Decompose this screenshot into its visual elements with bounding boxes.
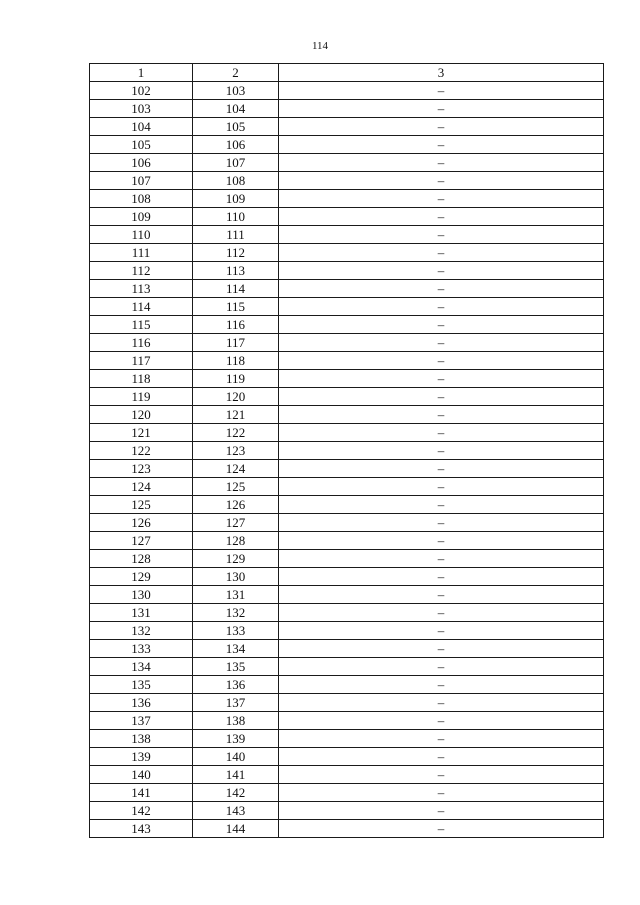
table-cell-col3: – — [279, 640, 604, 658]
table-cell-col3: – — [279, 712, 604, 730]
table-header — [90, 64, 604, 82]
column-header-2: 2 — [193, 64, 279, 82]
table-cell-col2: 103 — [193, 82, 279, 100]
table-row — [90, 676, 604, 694]
table-cell-col1: 111 — [90, 244, 193, 262]
table-cell-col3: – — [279, 586, 604, 604]
table-cell-col2: 114 — [193, 280, 279, 298]
table-cell-col2: 134 — [193, 640, 279, 658]
table-cell-col3: – — [279, 820, 604, 838]
table-cell-col1: 112 — [90, 262, 193, 280]
table-row — [90, 226, 604, 244]
table-cell-col1: 116 — [90, 334, 193, 352]
table-cell-col2: 127 — [193, 514, 279, 532]
table-cell-col1: 105 — [90, 136, 193, 154]
table-cell-col3: – — [279, 82, 604, 100]
table-cell-col1: 106 — [90, 154, 193, 172]
table-row — [90, 100, 604, 118]
page-number: 114 — [311, 40, 329, 52]
table-cell-col3: – — [279, 298, 604, 316]
table-row — [90, 136, 604, 154]
table-cell-col1: 124 — [90, 478, 193, 496]
table-row — [90, 442, 604, 460]
table-cell-col3: – — [279, 478, 604, 496]
table-cell-col3: – — [279, 100, 604, 118]
table-row — [90, 640, 604, 658]
table-cell-col2: 140 — [193, 748, 279, 766]
table-row — [90, 334, 604, 352]
table-cell-col3: – — [279, 172, 604, 190]
table-cell-col2: 115 — [193, 298, 279, 316]
table-cell-col1: 128 — [90, 550, 193, 568]
table-cell-col2: 139 — [193, 730, 279, 748]
table-row — [90, 244, 604, 262]
table-cell-col3: – — [279, 748, 604, 766]
table-row — [90, 604, 604, 622]
table-cell-col3: – — [279, 118, 604, 136]
table-row — [90, 784, 604, 802]
table-cell-col3: – — [279, 532, 604, 550]
table-cell-col2: 111 — [193, 226, 279, 244]
table-row — [90, 478, 604, 496]
table-cell-col3: – — [279, 280, 604, 298]
table-cell-col3: – — [279, 244, 604, 262]
table-cell-col1: 127 — [90, 532, 193, 550]
table-cell-col1: 114 — [90, 298, 193, 316]
table-cell-col3: – — [279, 802, 604, 820]
table-cell-col2: 143 — [193, 802, 279, 820]
table-cell-col1: 113 — [90, 280, 193, 298]
table-cell-col3: – — [279, 784, 604, 802]
table-cell-col1: 133 — [90, 640, 193, 658]
table-cell-col1: 125 — [90, 496, 193, 514]
table-cell-col2: 118 — [193, 352, 279, 370]
table-row — [90, 568, 604, 586]
table-cell-col1: 109 — [90, 208, 193, 226]
table-cell-col1: 139 — [90, 748, 193, 766]
table-cell-col1: 140 — [90, 766, 193, 784]
table-cell-col3: – — [279, 334, 604, 352]
table-cell-col1: 131 — [90, 604, 193, 622]
table-cell-col1: 102 — [90, 82, 193, 100]
table-cell-col1: 134 — [90, 658, 193, 676]
table-row — [90, 730, 604, 748]
table-cell-col3: – — [279, 442, 604, 460]
table-cell-col2: 129 — [193, 550, 279, 568]
table-cell-col3: – — [279, 604, 604, 622]
table-cell-col3: – — [279, 568, 604, 586]
table-cell-col2: 126 — [193, 496, 279, 514]
table-cell-col2: 128 — [193, 532, 279, 550]
table-cell-col3: – — [279, 622, 604, 640]
table-cell-col1: 103 — [90, 100, 193, 118]
table-cell-col3: – — [279, 154, 604, 172]
table-cell-col2: 135 — [193, 658, 279, 676]
table-cell-col2: 142 — [193, 784, 279, 802]
table-cell-col3: – — [279, 316, 604, 334]
table-cell-col1: 117 — [90, 352, 193, 370]
table-row — [90, 694, 604, 712]
table-cell-col3: – — [279, 730, 604, 748]
table-cell-col3: – — [279, 136, 604, 154]
table-cell-col1: 119 — [90, 388, 193, 406]
table-cell-col3: – — [279, 658, 604, 676]
column-header-3: 3 — [279, 64, 604, 82]
table-cell-col3: – — [279, 352, 604, 370]
table-cell-col2: 113 — [193, 262, 279, 280]
table-row — [90, 424, 604, 442]
table-cell-col3: – — [279, 676, 604, 694]
table-cell-col3: – — [279, 208, 604, 226]
table-row — [90, 532, 604, 550]
table-cell-col2: 109 — [193, 190, 279, 208]
table-row — [90, 154, 604, 172]
table-row — [90, 82, 604, 100]
table-cell-col1: 108 — [90, 190, 193, 208]
table-row — [90, 316, 604, 334]
table-body — [90, 82, 604, 838]
table-cell-col2: 121 — [193, 406, 279, 424]
table-cell-col1: 129 — [90, 568, 193, 586]
table-cell-col1: 115 — [90, 316, 193, 334]
header-row — [90, 64, 604, 82]
table-cell-col3: – — [279, 406, 604, 424]
table-cell-col2: 108 — [193, 172, 279, 190]
table-cell-col2: 133 — [193, 622, 279, 640]
table-cell-col1: 120 — [90, 406, 193, 424]
table-cell-col2: 120 — [193, 388, 279, 406]
table-cell-col3: – — [279, 424, 604, 442]
table-row — [90, 172, 604, 190]
table-row — [90, 208, 604, 226]
table-cell-col1: 143 — [90, 820, 193, 838]
table-cell-col3: – — [279, 460, 604, 478]
table-row — [90, 460, 604, 478]
table-cell-col1: 141 — [90, 784, 193, 802]
table-cell-col2: 105 — [193, 118, 279, 136]
table-cell-col1: 121 — [90, 424, 193, 442]
table-cell-col1: 135 — [90, 676, 193, 694]
table-row — [90, 496, 604, 514]
column-header-1: 1 — [90, 64, 193, 82]
table-cell-col1: 138 — [90, 730, 193, 748]
table-cell-col1: 104 — [90, 118, 193, 136]
table-cell-col3: – — [279, 226, 604, 244]
table-row — [90, 748, 604, 766]
table-row — [90, 190, 604, 208]
table-cell-col1: 118 — [90, 370, 193, 388]
table-row — [90, 802, 604, 820]
table-row — [90, 550, 604, 568]
table-cell-col1: 110 — [90, 226, 193, 244]
table-cell-col1: 137 — [90, 712, 193, 730]
table-cell-col2: 119 — [193, 370, 279, 388]
table-cell-col2: 136 — [193, 676, 279, 694]
table-cell-col2: 125 — [193, 478, 279, 496]
table-cell-col3: – — [279, 190, 604, 208]
table-cell-col2: 117 — [193, 334, 279, 352]
table-cell-col2: 112 — [193, 244, 279, 262]
table-cell-col2: 131 — [193, 586, 279, 604]
table-row — [90, 388, 604, 406]
table-cell-col2: 138 — [193, 712, 279, 730]
table-row — [90, 298, 604, 316]
table-cell-col3: – — [279, 496, 604, 514]
table-cell-col2: 137 — [193, 694, 279, 712]
table-row — [90, 118, 604, 136]
table-cell-col2: 141 — [193, 766, 279, 784]
table-cell-col2: 124 — [193, 460, 279, 478]
table-cell-col3: – — [279, 550, 604, 568]
table-cell-col1: 122 — [90, 442, 193, 460]
table-cell-col1: 142 — [90, 802, 193, 820]
table-cell-col3: – — [279, 694, 604, 712]
table-cell-col2: 104 — [193, 100, 279, 118]
table-cell-col2: 106 — [193, 136, 279, 154]
table-row — [90, 622, 604, 640]
table-cell-col1: 136 — [90, 694, 193, 712]
table-cell-col3: – — [279, 514, 604, 532]
table-cell-col2: 107 — [193, 154, 279, 172]
table-cell-col1: 130 — [90, 586, 193, 604]
table-cell-col2: 122 — [193, 424, 279, 442]
table-cell-col1: 132 — [90, 622, 193, 640]
table-cell-col3: – — [279, 370, 604, 388]
table-cell-col3: – — [279, 262, 604, 280]
table-row — [90, 352, 604, 370]
table-cell-col2: 144 — [193, 820, 279, 838]
table-cell-col2: 123 — [193, 442, 279, 460]
table-row — [90, 820, 604, 838]
table-row — [90, 262, 604, 280]
table-row — [90, 658, 604, 676]
table-cell-col1: 107 — [90, 172, 193, 190]
table-row — [90, 370, 604, 388]
table-cell-col1: 123 — [90, 460, 193, 478]
table-cell-col2: 132 — [193, 604, 279, 622]
table-cell-col2: 130 — [193, 568, 279, 586]
table-cell-col1: 126 — [90, 514, 193, 532]
table-cell-col2: 116 — [193, 316, 279, 334]
table-row — [90, 514, 604, 532]
table-cell-col3: – — [279, 388, 604, 406]
table-row — [90, 766, 604, 784]
table-row — [90, 280, 604, 298]
table-cell-col3: – — [279, 766, 604, 784]
table-row — [90, 406, 604, 424]
table-row — [90, 712, 604, 730]
data-table — [89, 63, 604, 838]
table-row — [90, 586, 604, 604]
table-cell-col2: 110 — [193, 208, 279, 226]
